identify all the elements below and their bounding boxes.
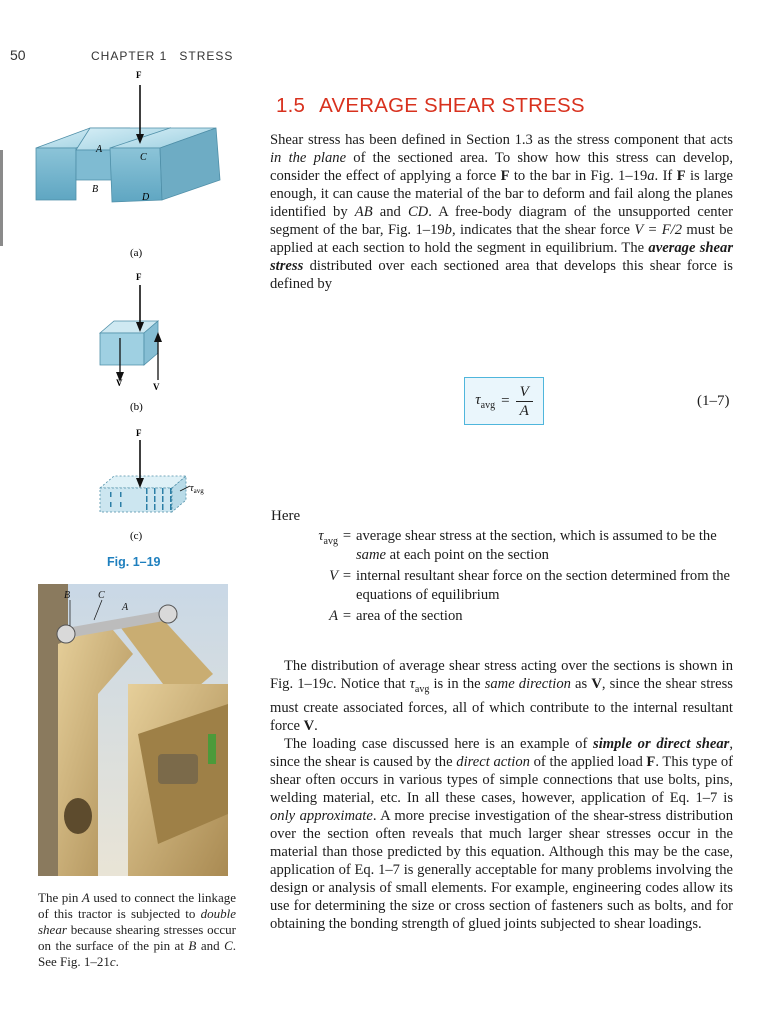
text-run: avg — [323, 535, 338, 547]
text-run: CD — [407, 204, 429, 220]
text-run: . A more precise investigation of the shear-stress distribution over the section often reveals that much larger shear stresses occur in the material than those predicted by this equation. Although this may be the case, application of Eq. 1–7 is generally acceptable for many problems involving the design or analysis of small elements. For example, engineering codes allow its use for determining the size or cross section of fasteners such as bolts, and for obtaining the bonding strength of glued joints subjected to shear loadings. — [270, 807, 733, 932]
text-run: V — [591, 676, 602, 692]
definition-text: internal resultant shear force on the section determined from the equations of equilibrium — [356, 568, 731, 603]
definition-symbol — [300, 527, 338, 564]
text-run: as — [570, 676, 592, 692]
text-run: average shear stress at the section, which is assumed to be the — [356, 528, 717, 544]
chapter-title: STRESS — [179, 49, 234, 63]
numerator: V — [516, 383, 533, 402]
text-run: direct action — [456, 753, 530, 770]
text-run: distributed over each sectioned area that develops this shear force is defined by — [270, 258, 733, 292]
section-number: 1.5 — [276, 94, 306, 117]
pin-end-b — [57, 625, 75, 643]
force-label-b: F — [136, 272, 142, 282]
text-run: avg — [480, 399, 496, 411]
text-run: c — [109, 954, 116, 969]
shear-label-left: V — [116, 378, 123, 388]
left-support-front — [36, 148, 76, 200]
text-run: avg — [414, 683, 430, 695]
text-run: The loading case discussed here is an example of — [284, 735, 594, 752]
equals-sign: = — [342, 528, 352, 544]
text-run: double shear — [38, 906, 236, 937]
text-run: , indicates that the shear force — [451, 222, 635, 238]
definition-text — [356, 527, 733, 564]
figure-caption: Fig. 1–19 — [107, 555, 161, 569]
text-run: . A free-body diagram of the unsupported center segment of the bar, Fig. 1–19 — [270, 204, 733, 238]
text-run: and — [196, 938, 225, 953]
shear-label-right: V — [153, 382, 160, 392]
text-run: because shearing stresses occur on the surface of the pin at — [38, 922, 236, 953]
text-run: used to connect the linkage of this tractor is subjected to — [38, 890, 236, 921]
definition-row — [300, 607, 733, 626]
text-run: average shear stress — [270, 240, 733, 274]
definition-symbol: V — [329, 568, 338, 584]
force-label-a: F — [136, 70, 142, 80]
text-run: F — [646, 753, 656, 770]
loading-paragraph — [270, 735, 733, 933]
intro-paragraph — [270, 131, 733, 293]
part-label-b: (b) — [130, 401, 143, 413]
text-run: AB — [354, 204, 373, 220]
text-run: . Notice that — [332, 676, 410, 692]
text-run: . This type of shear often occurs in various types of simple connections that use bolts, pins, welding material, etc. In all these cases, however, application of Eq. 1–7 is — [270, 753, 734, 806]
definition-symbol: A — [329, 608, 338, 624]
text-run: and — [372, 204, 408, 220]
running-header — [91, 49, 233, 63]
point-label-a: A — [96, 144, 103, 155]
pin-end-c — [159, 605, 177, 623]
lower-pin-hole — [64, 798, 92, 834]
text-run: τ — [475, 391, 481, 408]
text-run: Shear stress has been defined in Section 1.3 as the stress component that acts — [270, 132, 733, 148]
text-run: . — [314, 717, 318, 734]
text-run: at each point on the section — [386, 546, 549, 563]
text-run: b — [444, 222, 452, 238]
definition-list — [300, 527, 733, 629]
section-top — [100, 476, 186, 488]
equation-box — [464, 377, 544, 425]
text-run: c — [326, 676, 333, 692]
equation-lhs — [475, 392, 495, 411]
definition-row — [300, 527, 733, 564]
equals-sign: = — [501, 392, 510, 409]
tau-label — [190, 483, 204, 495]
equals-sign: = — [342, 568, 352, 584]
point-label-b: B — [92, 184, 99, 195]
text-run: . — [115, 954, 119, 969]
equation-fraction — [516, 383, 533, 420]
photo-label-a: A — [122, 602, 129, 613]
text-run: τ — [190, 483, 194, 494]
here-label: Here — [271, 508, 301, 524]
hydraulic-fitting — [158, 754, 198, 784]
body-text — [270, 657, 733, 933]
text-run: avg — [193, 487, 204, 495]
figure-b — [100, 272, 162, 413]
text-run: . If — [654, 168, 677, 184]
text-run: a — [647, 168, 655, 184]
text-run: The distribution of average shear stress acting over the sections is shown in Fig. 1–19 — [270, 658, 733, 692]
text-run: V — [303, 717, 315, 734]
text-run: same direction — [484, 676, 571, 692]
text-run: same — [356, 546, 386, 563]
point-label-c: C — [140, 152, 147, 163]
tractor-linkage-photo — [38, 584, 228, 876]
page-edge-tab — [0, 150, 3, 246]
green-decal — [208, 734, 216, 764]
text-run: V = F/2 — [634, 222, 683, 238]
text-run: . See Fig. 1–21 — [38, 938, 236, 969]
definition-text: area of the section — [356, 608, 463, 624]
equals-sign: = — [342, 608, 352, 624]
text-run: C — [224, 938, 233, 953]
figure-a — [36, 70, 220, 259]
text-run: , since the shear stress must create associated forces, all of which contribute to the internal resultant force — [270, 676, 733, 734]
text-run: in the plane — [270, 150, 347, 166]
photo-label-b: B — [64, 590, 71, 601]
text-run: must be applied at each section to hold the segment in equilibrium. The — [270, 222, 733, 256]
figure-c — [100, 428, 204, 542]
text-run: , since the shear is caused by the — [270, 735, 733, 770]
section-title: AVERAGE SHEAR STRESS — [319, 94, 585, 117]
text-run: to the bar in Fig. 1–19 — [509, 168, 648, 184]
text-run: of the applied load — [529, 753, 647, 770]
definition-row — [300, 567, 733, 604]
segment-front — [100, 333, 144, 365]
text-run: is large enough, it can cause the material of the bar to deform and fail along the planes identified by — [270, 168, 734, 220]
distribution-paragraph — [270, 657, 733, 735]
text-run: only approximate — [270, 807, 373, 824]
equation-number: (1–7) — [697, 393, 730, 409]
text-run: F — [500, 168, 510, 184]
text-run: τ — [409, 676, 415, 692]
photo-label-c: C — [98, 590, 105, 601]
right-support-front — [110, 148, 162, 202]
force-label-c: F — [136, 428, 142, 438]
text-run: A — [81, 890, 90, 905]
section-front — [100, 488, 172, 512]
page-number: 50 — [10, 47, 26, 63]
text-run: of the sectioned area. To show how this stress can develop, consider the effect of applying a force — [270, 150, 733, 184]
text-run: simple or direct shear — [593, 735, 730, 752]
figure-1-19 — [30, 70, 230, 570]
chapter-label: CHAPTER 1 — [91, 49, 168, 63]
text-run: τ — [318, 528, 324, 544]
section-heading — [276, 94, 585, 118]
text-run: F — [676, 168, 686, 184]
text-run: The pin — [38, 890, 82, 905]
part-label-c: (c) — [130, 530, 143, 542]
denominator: A — [519, 402, 529, 419]
point-label-d: D — [142, 192, 150, 203]
photo-caption — [38, 890, 236, 970]
text-run: is in the — [429, 676, 485, 692]
part-label-a: (a) — [130, 247, 143, 259]
text-run: B — [188, 938, 197, 953]
